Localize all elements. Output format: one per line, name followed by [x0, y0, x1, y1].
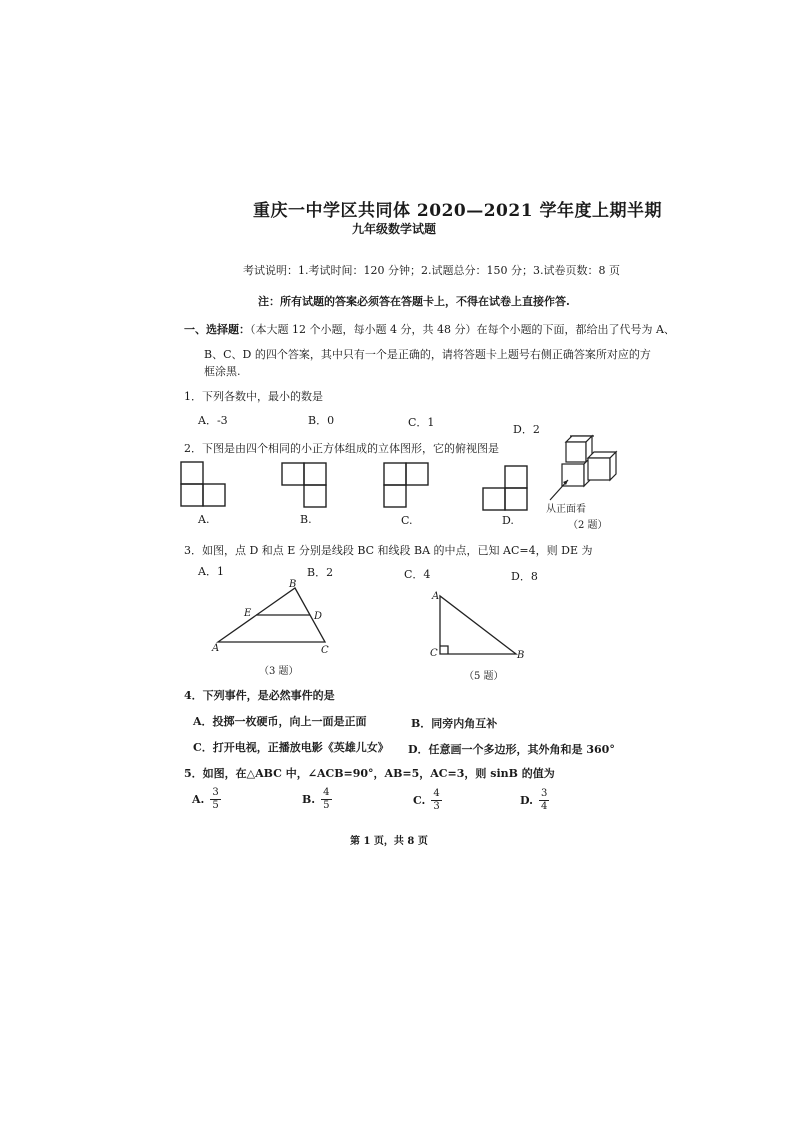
q5-option-b-denominator: 5 — [323, 800, 330, 811]
page-title: 重庆一中学区共同体 2020—2021 学年度上期半期 — [253, 201, 662, 221]
q5-option-a-fraction — [210, 787, 220, 812]
section-line1-text: （本大题 12 个小题，每小题 4 分，共 48 分）在每个小题的下面，都给出了代号为 A、 — [250, 323, 675, 336]
section-instructions-line2: B、C、D 的四个答案，其中只有一个是正确的，请将答题卡上题号右侧正确答案所对应的方 — [204, 348, 651, 361]
q1-option-a: A．-3 — [198, 414, 228, 427]
q5-option-b-fraction — [321, 787, 331, 812]
q5-option-c-numerator: 4 — [433, 788, 440, 799]
q5-point-c: C — [430, 648, 438, 659]
q1-option-c: C．1 — [408, 416, 435, 429]
q2-stem: 2．下图是由四个相同的小正方体组成的立体图形，它的俯视图是 — [184, 442, 499, 455]
q3-point-c: C — [321, 645, 329, 656]
q3-point-d: D — [314, 611, 323, 622]
section-heading: 一、选择题： — [184, 323, 250, 336]
q3-option-d: D．8 — [511, 570, 538, 583]
q5-option-c-letter: C. — [413, 794, 426, 807]
section-instructions-line3: 框涂黑. — [204, 365, 241, 378]
q3-figure-caption: （3 题） — [259, 666, 299, 677]
q2-option-d: D. — [502, 514, 514, 527]
q3-option-a: A．1 — [198, 565, 224, 578]
q2-option-c-figure — [384, 463, 434, 511]
q5-option-c-fraction — [431, 788, 441, 813]
page-footer: 第 1 页，共 8 页 — [350, 836, 428, 847]
q4-option-b: B．同旁内角互补 — [411, 717, 498, 730]
q5-point-b: B — [517, 650, 525, 661]
section-instructions-line1 — [184, 321, 675, 337]
exam-info: 考试说明：1.考试时间：120 分钟；2.试题总分：150 分；3.试卷页数：8 页 — [243, 264, 620, 277]
q5-stem: 5．如图，在△ABC 中，∠ACB=90°，AB=5，AC=3，则 sinB 的值为 — [184, 767, 555, 780]
q5-option-a — [192, 787, 221, 812]
q3-stem: 3．如图，点 D 和点 E 分别是线段 BC 和线段 BA 的中点，已知 AC=4，则 DE 为 — [184, 544, 593, 557]
q2-option-a-figure — [181, 462, 231, 510]
q5-option-d-numerator: 3 — [540, 788, 548, 799]
q1-option-b: B．0 — [308, 414, 335, 427]
q2-option-d-figure — [483, 466, 533, 514]
q5-figure-caption: （5 题） — [464, 671, 504, 682]
q1-option-d: D．2 — [513, 423, 540, 436]
q5-option-a-letter: A. — [192, 793, 205, 806]
q2-option-a: A. — [198, 513, 210, 526]
q5-option-d — [520, 788, 549, 813]
q4-option-a: A．投掷一枚硬币，向上一面是正面 — [193, 715, 367, 728]
q5-option-b-numerator: 4 — [323, 787, 330, 798]
q5-option-b — [302, 787, 332, 812]
q5-triangle-figure — [430, 592, 530, 662]
exam-note: 注：所有试题的答案必须答在答题卡上，不得在试卷上直接作答. — [258, 295, 570, 308]
q5-option-a-denominator: 5 — [212, 800, 219, 811]
q4-option-c: C．打开电视，正播放电影《英雄儿女》 — [193, 741, 389, 754]
q2-option-c: C. — [401, 514, 413, 527]
q2-cube-figure — [558, 436, 622, 500]
q1-stem: 1．下列各数中，最小的数是 — [184, 390, 323, 403]
q3-point-a: A — [212, 643, 220, 654]
q5-point-a: A — [432, 591, 440, 602]
q2-figure-caption: （2 题） — [568, 520, 608, 531]
q3-point-e: E — [244, 608, 252, 619]
q5-option-c — [413, 788, 442, 813]
q4-stem: 4．下列事件，是必然事件的是 — [184, 689, 335, 702]
page-subtitle: 九年级数学试题 — [352, 222, 437, 236]
q2-option-b: B. — [300, 513, 312, 526]
q3-point-b: B — [289, 579, 297, 590]
q5-option-c-denominator: 3 — [433, 801, 440, 812]
q4-option-d: D．任意画一个多边形，其外角和是 360° — [408, 743, 615, 756]
q2-option-b-figure — [282, 463, 332, 511]
q5-option-d-letter: D. — [520, 794, 533, 807]
q2-front-view-label: 从正面看 — [546, 504, 586, 515]
q5-option-d-fraction — [539, 788, 549, 813]
q3-option-b: B．2 — [307, 566, 334, 579]
q3-option-c: C．4 — [404, 568, 431, 581]
q5-option-d-denominator: 4 — [540, 801, 548, 812]
q5-option-b-letter: B. — [302, 793, 316, 806]
q5-option-a-numerator: 3 — [212, 787, 219, 798]
